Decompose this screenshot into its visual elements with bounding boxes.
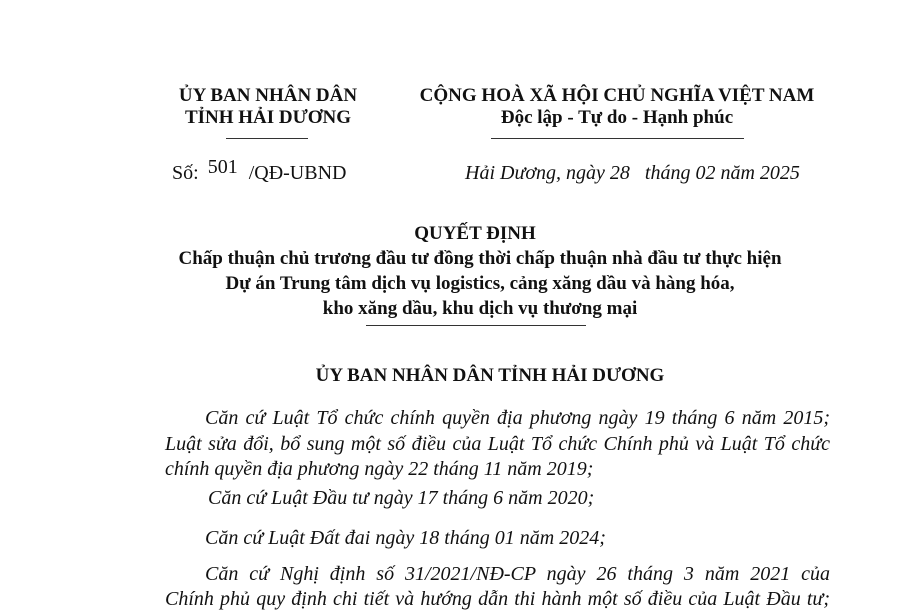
- date-month-label: tháng: [644, 162, 691, 184]
- paragraph-line: Chính phủ quy định chi tiết và hướng dẫn thi hành một số điều của Luật Đầu tư;: [165, 588, 830, 610]
- date-year-label: năm: [720, 162, 755, 184]
- national-title: CỘNG HOÀ XÃ HỘI CHỦ NGHĨA VIỆT NAM: [419, 85, 815, 106]
- subtitle-line-3: kho xăng dầu, khu dịch vụ thương mại: [322, 298, 638, 319]
- number-suffix: /QĐ-UBND: [248, 162, 347, 184]
- date-place: Hải Dương, ngày: [465, 162, 605, 184]
- subtitle-underline: [366, 325, 586, 326]
- paragraph-line: Căn cứ Luật Đầu tư ngày 17 tháng 6 năm 2020;: [208, 487, 595, 509]
- date-day: 28: [609, 162, 630, 184]
- issuer-underline: [226, 138, 308, 139]
- paragraph-line: chính quyền địa phương ngày 22 tháng 11 năm 2019;: [165, 458, 594, 480]
- paragraph-line: Luật sửa đổi, bổ sung một số điều của Luật Tổ chức Chính phủ và Luật Tổ chức: [165, 433, 830, 455]
- document-date: [465, 163, 800, 183]
- document-number: [172, 156, 347, 184]
- authority-heading: ỦY BAN NHÂN DÂN TỈNH HẢI DƯƠNG: [315, 365, 665, 386]
- paragraph-line: Căn cứ Nghị định số 31/2021/NĐ-CP ngày 26 tháng 3 năm 2021 của: [205, 563, 830, 585]
- motto-underline: [491, 138, 744, 139]
- date-year: 2025: [759, 162, 800, 184]
- subtitle-line-2: Dự án Trung tâm dịch vụ logistics, cảng xăng dầu và hàng hóa,: [225, 273, 735, 294]
- number-value: 501: [207, 156, 238, 178]
- issuer-line-1: ỦY BAN NHÂN DÂN: [178, 85, 358, 106]
- date-month: 02: [695, 162, 716, 184]
- paragraph-line: Căn cứ Luật Tổ chức chính quyền địa phương ngày 19 tháng 6 năm 2015;: [205, 407, 830, 429]
- decision-title: QUYẾT ĐỊNH: [414, 223, 536, 244]
- number-prefix: Số:: [172, 162, 199, 184]
- issuer-line-2: TỈNH HẢI DƯƠNG: [184, 107, 352, 128]
- subtitle-line-1: Chấp thuận chủ trương đầu tư đồng thời chấp thuận nhà đầu tư thực hiện: [178, 248, 782, 269]
- paragraph-line: Căn cứ Luật Đất đai ngày 18 tháng 01 năm 2024;: [205, 527, 606, 549]
- national-motto: Độc lập - Tự do - Hạnh phúc: [500, 107, 734, 128]
